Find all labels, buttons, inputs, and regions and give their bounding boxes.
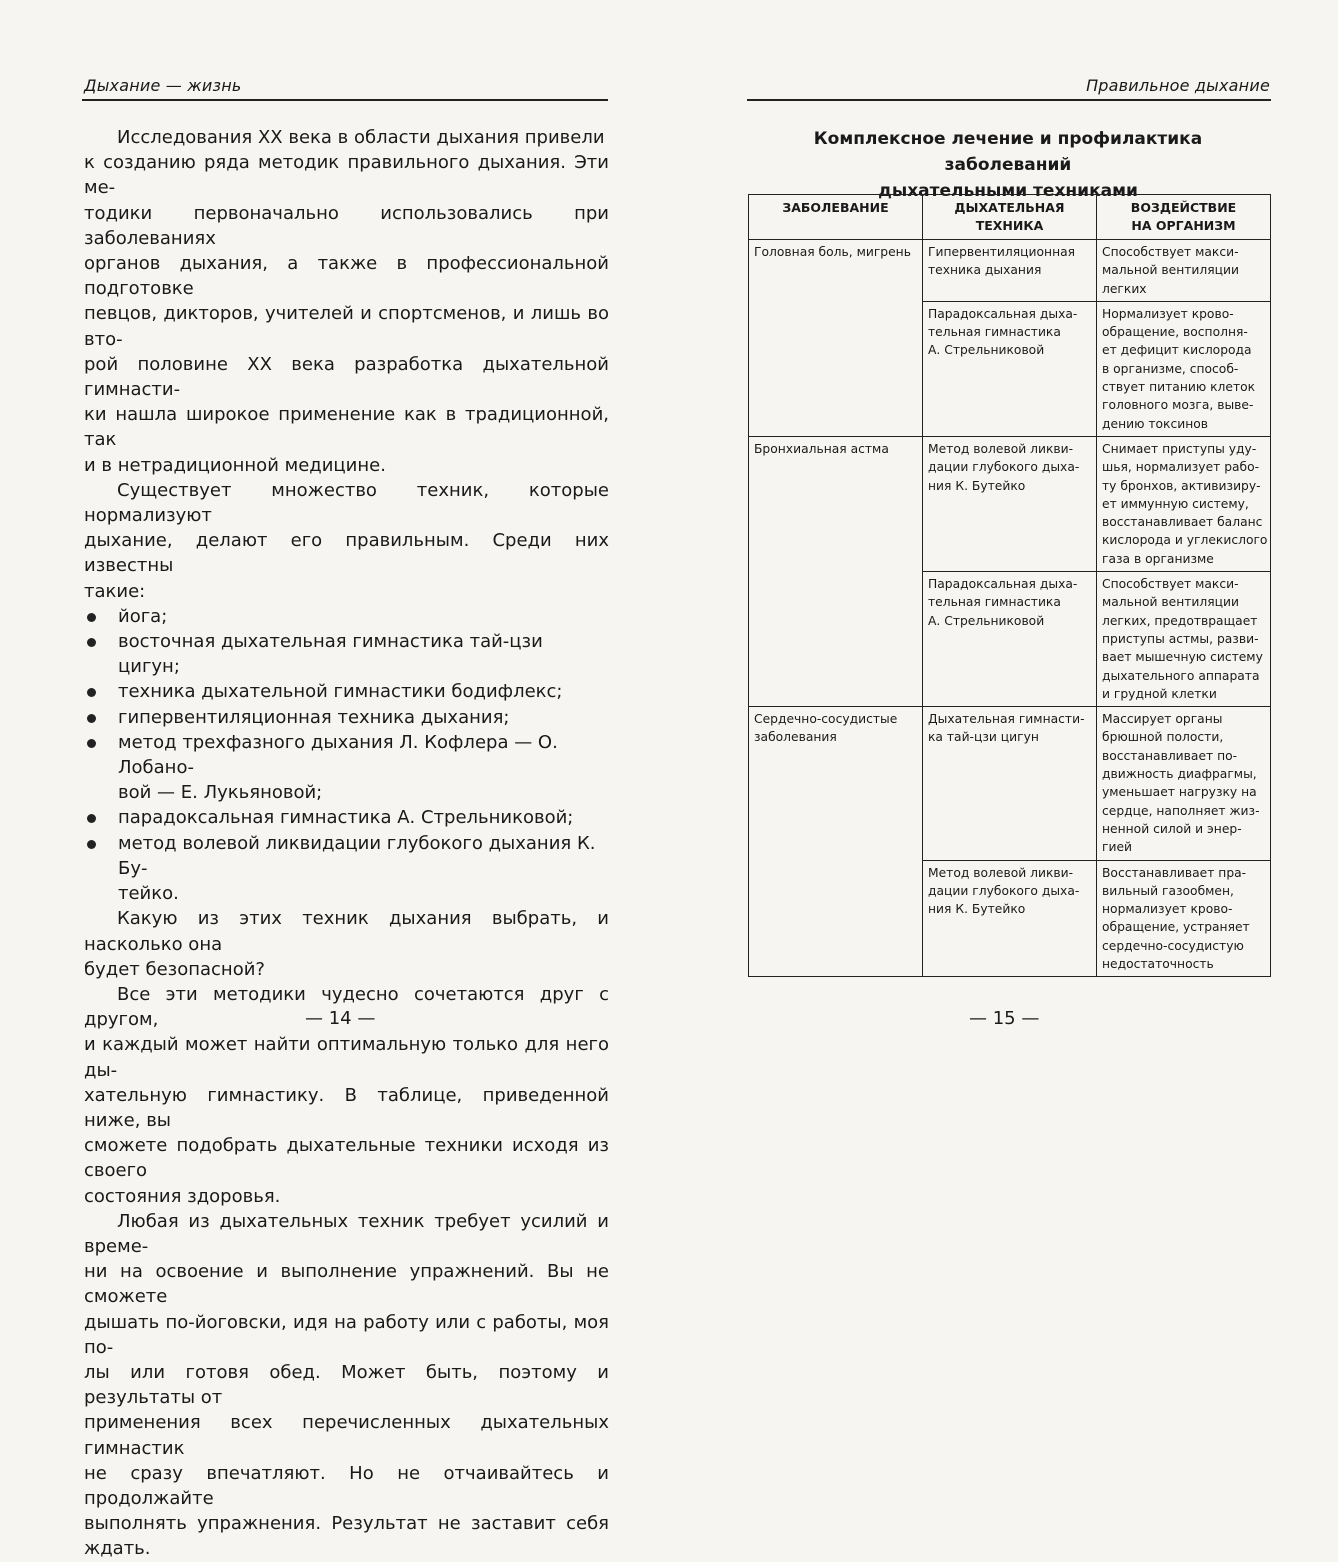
text-line: сможете подобрать дыхательные техники исходя из своего xyxy=(84,1135,609,1182)
left-page xyxy=(0,0,669,1560)
effect-cell xyxy=(1097,436,1271,571)
cell-line: ния К. Бутейко xyxy=(928,902,1026,917)
disease-cell xyxy=(749,707,923,860)
text-line: рой половине XX века разработка дыхательной гимнасти- xyxy=(84,353,609,401)
cell-line: ненной силой и энер- xyxy=(1102,821,1242,836)
text-line: восточная дыхательная гимнастика тай-цзи цигун; xyxy=(118,631,543,678)
cell-line: А. Стрельниковой xyxy=(928,613,1045,628)
disease-cell xyxy=(749,240,923,302)
text-line: вой — Е. Лукьяновой; xyxy=(118,782,323,804)
cell-line: в организме, способ- xyxy=(1102,361,1239,376)
text-line: к созданию ряда методик правильного дыхания. Эти ме- xyxy=(84,152,609,199)
disease-cell xyxy=(749,436,923,571)
body-text xyxy=(84,125,609,1562)
paragraph xyxy=(84,906,609,982)
cell-line: обращение, устраняет xyxy=(1102,920,1250,935)
cell-line: и грудной клетки xyxy=(1102,686,1217,701)
cell-line: сердечно-сосудистую xyxy=(1102,938,1244,953)
cell-line: дению токсинов xyxy=(1102,416,1209,431)
text-line: метод трехфазного дыхания Л. Кофлера — О. Лобано- xyxy=(118,731,558,779)
header-line: ДЫХАТЕЛЬНАЯ xyxy=(954,200,1065,215)
bullet-dot-icon xyxy=(87,638,96,647)
bullet-dot-icon xyxy=(87,739,96,748)
cell-line: ет дефицит кислорода xyxy=(1102,343,1252,358)
cell-line: шья, нормализует рабо- xyxy=(1102,460,1260,475)
cell-line: ет иммунную систему, xyxy=(1102,496,1249,511)
text-line: йога; xyxy=(118,605,168,627)
cell-line: Способствует макси- xyxy=(1102,577,1239,592)
cell-line: дации глубокого дыха- xyxy=(928,460,1080,475)
text-line: хательную гимнастику. В таблице, приведенной ниже, вы xyxy=(84,1084,609,1131)
effect-cell xyxy=(1097,572,1271,707)
text-line: Все эти методики чудесно сочетаются друг с другом, xyxy=(84,983,609,1031)
cell-line: Бронхиальная астма xyxy=(754,441,889,456)
paragraphs-group-b xyxy=(84,906,609,1561)
list-item xyxy=(84,730,609,806)
technique-cell xyxy=(923,572,1097,707)
list-item xyxy=(84,629,609,679)
running-head-right: Правильное дыхание xyxy=(1086,76,1270,95)
list-item xyxy=(84,831,609,907)
paragraph xyxy=(84,478,609,604)
bullet-dot-icon xyxy=(87,814,96,823)
text-line: органов дыхания, а также в профессиональной подготовке xyxy=(84,253,609,300)
technique-bullet-list xyxy=(84,604,609,906)
cell-line: вает мышечную систему xyxy=(1102,650,1263,665)
text-line: будет безопасной? xyxy=(84,958,265,980)
bullet-dot-icon xyxy=(87,714,96,723)
cell-line: Массирует органы xyxy=(1102,712,1223,727)
cell-line: ту бронхов, активизиру- xyxy=(1102,478,1261,493)
text-line: лы или готовя обед. Может быть, поэтому и результаты от xyxy=(84,1361,609,1409)
cell-line: Снимает приступы уду- xyxy=(1102,441,1257,456)
table-body xyxy=(749,240,1271,977)
page-number-left: — 14 — xyxy=(305,1008,376,1029)
table-row xyxy=(749,301,1271,436)
text-line: парадоксальная гимнастика А. Стрельниковой; xyxy=(118,807,574,829)
cell-line: Метод волевой ликви- xyxy=(928,441,1074,456)
text-line: Существует множество техник, которые нормализуют xyxy=(84,479,609,527)
cell-line: вильный газообмен, xyxy=(1102,883,1234,898)
paragraph xyxy=(84,1209,609,1562)
bullet-dot-icon xyxy=(87,688,96,697)
cell-line: уменьшает нагрузку на xyxy=(1102,785,1257,800)
text-line: дышать по-йоговски, идя на работу или с работы, моя по- xyxy=(84,1311,609,1358)
text-line: гипервентиляционная техника дыхания; xyxy=(118,706,510,728)
list-item xyxy=(84,679,609,704)
header-rule-right xyxy=(747,99,1271,101)
cell-line: легких, предотвращает xyxy=(1102,613,1258,628)
text-line: такие: xyxy=(84,580,146,602)
technique-cell xyxy=(923,301,1097,436)
cell-line: ния К. Бутейко xyxy=(928,478,1026,493)
effect-cell xyxy=(1097,301,1271,436)
cell-line: недостаточность xyxy=(1102,956,1214,971)
text-line: не сразу впечатляют. Но не отчаивайтесь и продолжайте xyxy=(84,1462,609,1509)
cell-line: Дыхательная гимнасти- xyxy=(928,712,1085,727)
text-line: тодики первоначально использовались при заболеваниях xyxy=(84,202,609,249)
technique-cell xyxy=(923,436,1097,571)
cell-line: заболевания xyxy=(754,730,837,745)
cell-line: Метод волевой ликви- xyxy=(928,865,1074,880)
cell-line: восстанавливает баланс xyxy=(1102,515,1263,530)
cell-line: А. Стрельниковой xyxy=(928,343,1045,358)
treatment-table xyxy=(748,194,1271,977)
table-row xyxy=(749,707,1271,860)
text-line: ки нашла широкое применение как в традиционной, так xyxy=(84,404,609,451)
cell-line: ствует питанию клеток xyxy=(1102,380,1256,395)
header-line: ВОЗДЕЙСТВИЕ xyxy=(1130,200,1237,215)
cell-line: брюшной полости, xyxy=(1102,730,1224,745)
right-page xyxy=(669,0,1338,1045)
cell-line: Нормализует крово- xyxy=(1102,306,1234,321)
column-header xyxy=(749,195,923,240)
bullet-dot-icon xyxy=(87,840,96,849)
text-line: дыхание, делают его правильным. Среди них известны xyxy=(84,530,609,577)
text-line: Какую из этих техник дыхания выбрать, и насколько она xyxy=(84,908,609,955)
effect-cell xyxy=(1097,860,1271,977)
cell-line: Гипервентиляционная xyxy=(928,245,1076,259)
list-item xyxy=(84,805,609,830)
cell-line: техника дыхания xyxy=(928,263,1042,278)
disease-cell xyxy=(749,301,923,436)
cell-line: тельная гимнастика xyxy=(928,325,1061,340)
technique-cell xyxy=(923,707,1097,860)
cell-line: сердце, наполняет жиз- xyxy=(1102,803,1260,818)
cell-line: ка тай-цзи цигун xyxy=(928,730,1039,745)
text-line: и каждый может найти оптимальную только для него ды- xyxy=(84,1034,609,1081)
cell-line: мальной вентиляции xyxy=(1102,263,1240,278)
column-header xyxy=(1097,195,1271,240)
list-item xyxy=(84,705,609,730)
cell-line: Парадоксальная дыха- xyxy=(928,306,1078,321)
text-line: применения всех перечисленных дыхательных гимнастик xyxy=(84,1412,609,1459)
list-item xyxy=(84,604,609,629)
text-line: Исследования XX века в области дыхания привели xyxy=(117,127,605,148)
header-rule-left xyxy=(82,99,608,101)
cell-line: легких xyxy=(1102,281,1147,296)
disease-cell xyxy=(749,572,923,707)
table-row xyxy=(749,860,1271,977)
text-line: техника дыхательной гимнастики бодифлекс; xyxy=(118,681,563,703)
cell-line: тельная гимнастика xyxy=(928,595,1061,610)
cell-line: Парадоксальная дыха- xyxy=(928,577,1078,592)
page-number-right: — 15 — xyxy=(969,1008,1040,1029)
effect-cell xyxy=(1097,707,1271,860)
text-line: Любая из дыхательных техник требует усилий и време- xyxy=(84,1210,609,1257)
technique-cell xyxy=(923,860,1097,977)
technique-cell xyxy=(923,240,1097,302)
cell-line: Головная боль, мигрень xyxy=(754,245,911,259)
running-head-left: Дыхание — жизнь xyxy=(84,76,242,95)
title-line: дыхательными техниками xyxy=(878,181,1138,201)
cell-line: Сердечно-сосудистые xyxy=(754,712,898,727)
cell-line: обращение, восполня- xyxy=(1102,325,1248,340)
cell-line: гией xyxy=(1102,840,1133,855)
cell-line: кислорода и углекислого xyxy=(1102,533,1268,548)
paragraphs-group-a xyxy=(84,125,609,604)
table-row xyxy=(749,436,1271,571)
column-header xyxy=(923,195,1097,240)
cell-line: Способствует макси- xyxy=(1102,245,1239,259)
cell-line: мальной вентиляции xyxy=(1102,595,1240,610)
effect-cell xyxy=(1097,240,1271,302)
text-line: певцов, дикторов, учителей и спортсменов, и лишь во вто- xyxy=(84,303,609,350)
cell-line: Восстанавливает пра- xyxy=(1102,865,1247,880)
cell-line: движность диафрагмы, xyxy=(1102,767,1257,782)
header-line: ЗАБОЛЕВАНИЕ xyxy=(782,200,889,215)
table-title xyxy=(748,126,1268,204)
text-line: и в нетрадиционной медицине. xyxy=(84,454,386,476)
table-header-row xyxy=(749,195,1271,240)
title-line: Комплексное лечение и профилактика заболеваний xyxy=(813,129,1203,175)
table-row xyxy=(749,240,1271,302)
header-line: ТЕХНИКА xyxy=(975,218,1044,233)
cell-line: восстанавливает по- xyxy=(1102,748,1238,763)
cell-line: газа в организме xyxy=(1102,551,1214,566)
cell-line: дации глубокого дыха- xyxy=(928,883,1080,898)
table-row xyxy=(749,572,1271,707)
text-line: тейко. xyxy=(118,883,179,905)
cell-line: нормализует крово- xyxy=(1102,902,1233,917)
text-line: метод волевой ликвидации глубокого дыхания К. Бу- xyxy=(118,832,596,879)
disease-cell xyxy=(749,860,923,977)
text-line: состояния здоровья. xyxy=(84,1185,281,1207)
cell-line: дыхательного аппарата xyxy=(1102,668,1260,683)
text-line: выполнять упражнения. Результат не заставит себя ждать. xyxy=(84,1513,609,1560)
paragraph xyxy=(84,125,609,478)
cell-line: головного мозга, выве- xyxy=(1102,398,1254,413)
header-line: НА ОРГАНИЗМ xyxy=(1131,218,1236,233)
bullet-dot-icon xyxy=(87,613,96,622)
cell-line: приступы астмы, разви- xyxy=(1102,631,1259,646)
text-line: ни на освоение и выполнение упражнений. Вы не сможете xyxy=(84,1261,609,1308)
